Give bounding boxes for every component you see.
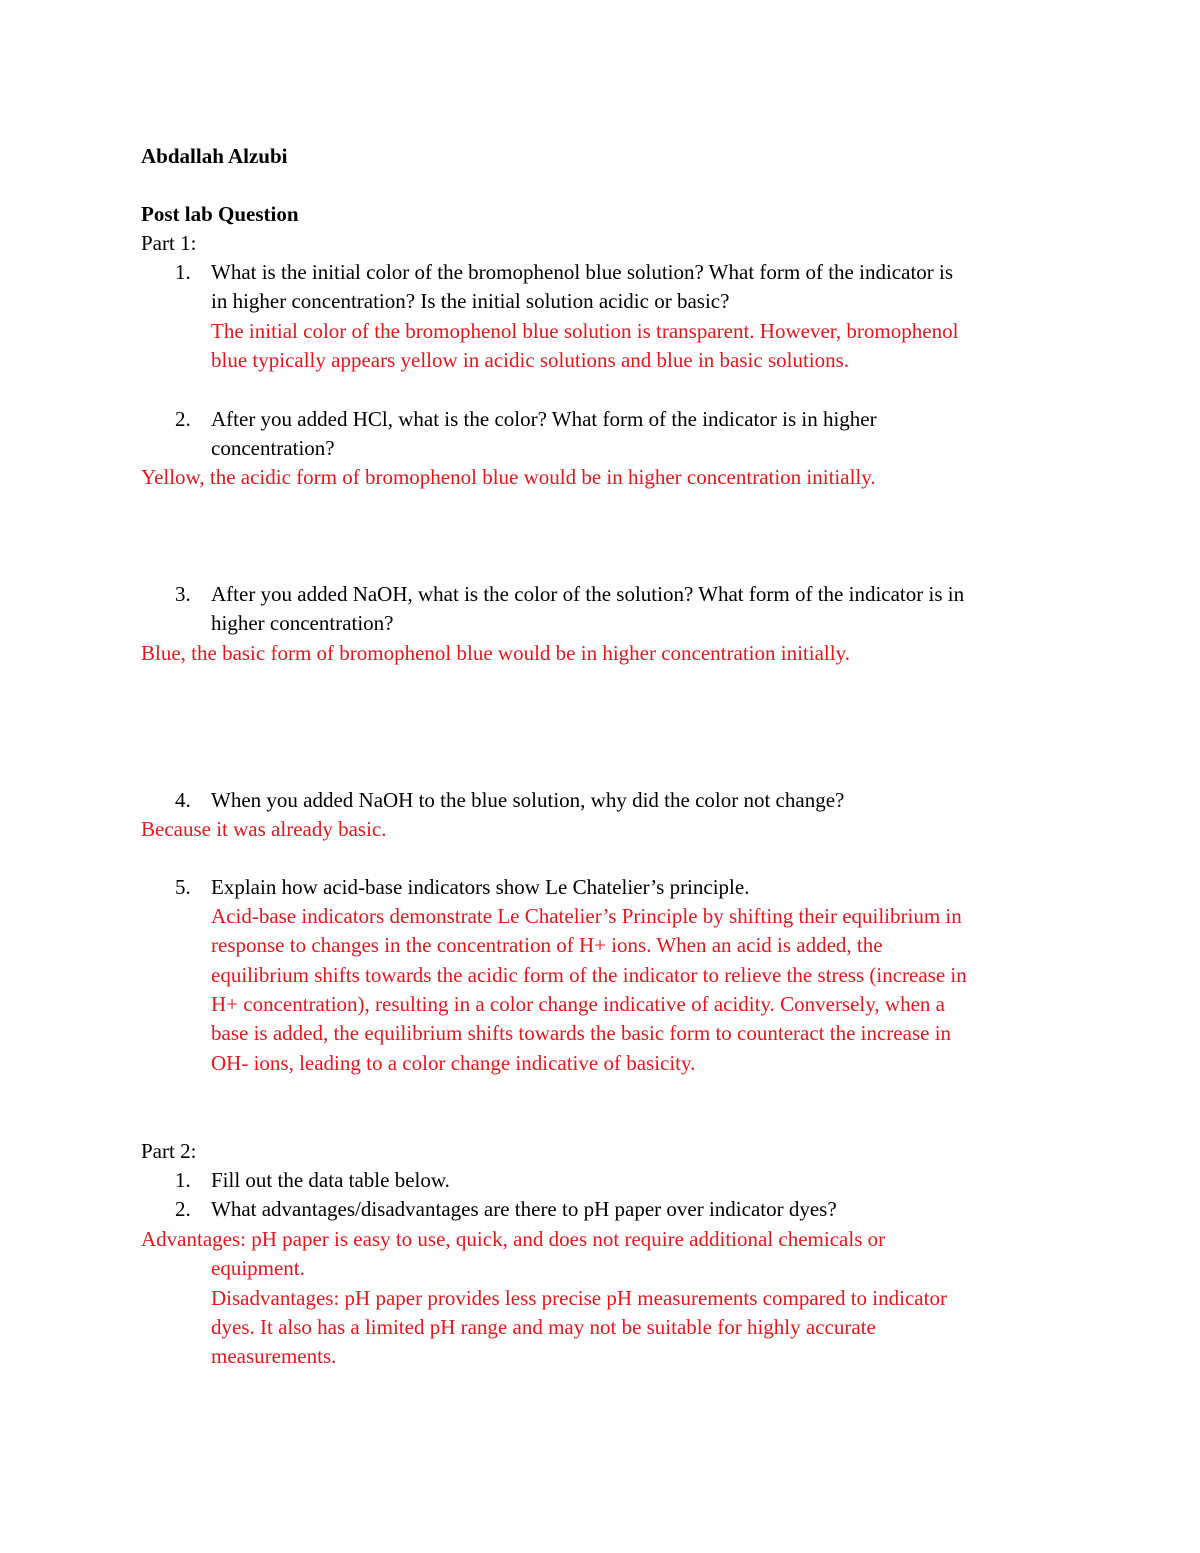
question-text: When you added NaOH to the blue solution, why did the color not change?	[211, 788, 845, 812]
question-number: 1.	[175, 260, 191, 284]
answer-text: dyes. It also has a limited pH range and may not be suitable for highly accurate	[211, 1315, 876, 1339]
question-number: 1.	[175, 1168, 191, 1192]
answer-text: Yellow, the acidic form of bromophenol blue would be in higher concentration initially.	[141, 465, 876, 489]
question-number: 2.	[175, 1197, 191, 1221]
question-text: After you added NaOH, what is the color of the solution? What form of the indicator is in	[211, 582, 965, 606]
page-heading: Post lab Question	[141, 202, 299, 226]
question-text: After you added HCl, what is the color? What form of the indicator is in higher	[211, 407, 877, 431]
part2-label: Part 2:	[141, 1139, 197, 1163]
answer-text: equilibrium shifts towards the acidic form of the indicator to relieve the stress (increase in	[211, 963, 967, 987]
question-text: What advantages/disadvantages are there to pH paper over indicator dyes?	[211, 1197, 837, 1221]
answer-text: Blue, the basic form of bromophenol blue would be in higher concentration initially.	[141, 641, 850, 665]
question-text: concentration?	[211, 436, 335, 460]
answer-text: response to changes in the concentration of H+ ions. When an acid is added, the	[211, 933, 883, 957]
question-text: higher concentration?	[211, 611, 394, 635]
question-number: 2.	[175, 407, 191, 431]
question-text: What is the initial color of the bromophenol blue solution? What form of the indicator is	[211, 260, 954, 284]
answer-text: base is added, the equilibrium shifts towards the basic form to counteract the increase in	[211, 1021, 952, 1045]
answer-text: H+ concentration), resulting in a color change indicative of acidity. Conversely, when a	[211, 992, 945, 1016]
question-number: 3.	[175, 582, 191, 606]
answer-text: equipment.	[211, 1256, 305, 1280]
part1-label: Part 1:	[141, 231, 197, 255]
question-text: in higher concentration? Is the initial solution acidic or basic?	[211, 289, 730, 313]
answer-text: The initial color of the bromophenol blue solution is transparent. However, bromophenol	[211, 319, 959, 343]
question-number: 5.	[175, 875, 191, 899]
answer-text: measurements.	[211, 1344, 337, 1368]
answer-text: OH- ions, leading to a color change indicative of basicity.	[211, 1051, 696, 1075]
answer-text: Because it was already basic.	[141, 817, 387, 841]
author-name: Abdallah Alzubi	[141, 144, 288, 168]
question-number: 4.	[175, 788, 191, 812]
answer-text: Acid-base indicators demonstrate Le Chatelier’s Principle by shifting their equilibrium in	[211, 904, 962, 928]
question-text: Explain how acid-base indicators show Le Chatelier’s principle.	[211, 875, 750, 899]
answer-text: Disadvantages: pH paper provides less precise pH measurements compared to indicator	[211, 1286, 947, 1310]
answer-text: Advantages: pH paper is easy to use, quick, and does not require additional chemicals or	[141, 1227, 886, 1251]
question-text: Fill out the data table below.	[211, 1168, 450, 1192]
answer-text: blue typically appears yellow in acidic solutions and blue in basic solutions.	[211, 348, 850, 372]
